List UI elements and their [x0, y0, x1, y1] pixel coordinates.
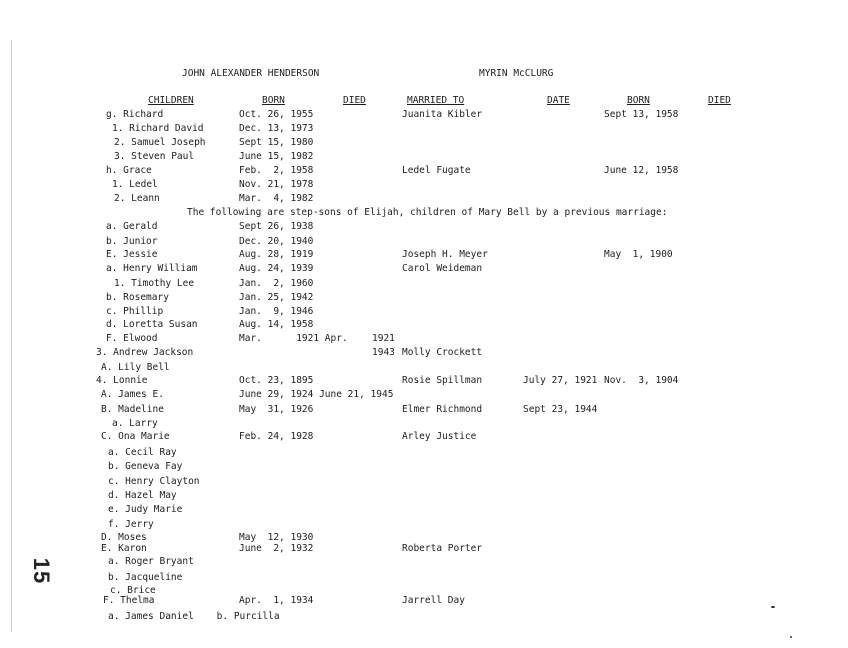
row-name: d. Loretta Susan [106, 319, 198, 330]
row-name: b. Rosemary [106, 292, 169, 303]
row-born: Mar. 1921 Apr. [239, 333, 348, 344]
row-born: June 15, 1982 [239, 151, 314, 162]
row-born: Nov. 21, 1978 [239, 179, 314, 190]
row-married-to: Ledel Fugate [402, 165, 471, 176]
row-name: 1. Ledel [112, 179, 158, 190]
row-born: June 29, 1924 June 21, 1945 [239, 389, 394, 400]
row-name: g. Richard [106, 109, 164, 120]
row-spouse-born: June 12, 1958 [604, 165, 679, 176]
scan-speck [790, 636, 792, 638]
row-name: B. Madeline [101, 404, 164, 415]
row-name: A. Lily Bell [101, 362, 170, 373]
row-married-to: Jarrell Day [402, 595, 465, 606]
scan-edge-line [11, 40, 12, 632]
row-born: June 2, 1932 [239, 543, 314, 554]
col-spouse-born: BORN [627, 95, 650, 106]
row-name: C. Ona Marie [101, 431, 170, 442]
row-name: a. Cecil Ray [108, 447, 177, 458]
row-name: c. Henry Clayton [108, 476, 200, 487]
row-born: Jan. 25, 1942 [239, 292, 314, 303]
row-born: Jan. 2, 1960 [239, 278, 314, 289]
row-born: Jan. 9, 1946 [239, 306, 314, 317]
row-married-to: Elmer Richmond [402, 404, 483, 415]
row-name: b. Jacqueline [108, 572, 183, 583]
row-name: b. Junior [106, 236, 158, 247]
col-spouse-died: DIED [708, 95, 731, 106]
row-name: f. Jerry [108, 519, 154, 530]
row-name: A. James E. [101, 389, 164, 400]
row-born: May 12, 1930 [239, 532, 314, 543]
step-sons-note: The following are step-sons of Elijah, children of Mary Bell by a previous marriage: [187, 207, 668, 218]
row-born: Oct. 23, 1895 [239, 375, 314, 386]
row-born: Aug. 14, 1958 [239, 319, 314, 330]
row-name: D. Moses [101, 532, 147, 543]
row-name: E. Jessie [106, 249, 158, 260]
scan-speck [771, 606, 775, 608]
col-children: CHILDREN [148, 95, 194, 106]
row-born: Feb. 24, 1928 [239, 431, 314, 442]
row-born: Apr. 1, 1934 [239, 595, 314, 606]
row-married-to: Juanita Kibler [402, 109, 483, 120]
row-name: 3. Steven Paul [114, 151, 195, 162]
margin-handwritten-number: 15 [29, 557, 55, 585]
row-name: 4. Lonnie [96, 375, 148, 386]
row-name: a. Gerald [106, 221, 158, 232]
row-marriage-date: Sept 23, 1944 [523, 404, 598, 415]
row-married-to: Arley Justice [402, 431, 477, 442]
row-name: e. Judy Marie [108, 504, 183, 515]
col-married-to: MARRIED TO [407, 95, 465, 106]
row-name: d. Hazel May [108, 490, 177, 501]
row-spouse-born: May 1, 1900 [604, 249, 673, 260]
row-born: Aug. 28, 1919 [239, 249, 314, 260]
father-name-heading: JOHN ALEXANDER HENDERSON [182, 68, 320, 79]
row-name: F. Elwood [106, 333, 158, 344]
row-born: Mar. 4, 1982 [239, 193, 314, 204]
row-born: Dec. 13, 1973 [239, 123, 314, 134]
row-born: Sept 15, 1980 [239, 137, 314, 148]
row-name: a. James Daniel b. Purcilla [108, 611, 280, 622]
row-name: c. Brice [110, 585, 156, 596]
row-born: Oct. 26, 1955 [239, 109, 314, 120]
row-married-to: Carol Weideman [402, 263, 483, 274]
col-date: DATE [547, 95, 570, 106]
row-spouse-born: Nov. 3, 1904 [604, 375, 679, 386]
row-name: a. Henry William [106, 263, 198, 274]
row-name: c. Phillip [106, 306, 164, 317]
col-born: BORN [262, 95, 285, 106]
row-born: Dec. 20, 1940 [239, 236, 314, 247]
row-married-to: Roberta Porter [402, 543, 483, 554]
row-died: 1921 [372, 333, 395, 344]
row-died: 1943 [372, 347, 395, 358]
row-married-to: Rosie Spillman [402, 375, 483, 386]
row-married-to: Joseph H. Meyer [402, 249, 488, 260]
row-born: Feb. 2, 1958 [239, 165, 314, 176]
row-name: a. Roger Bryant [108, 556, 194, 567]
row-born: May 31, 1926 [239, 404, 314, 415]
row-name: 2. Samuel Joseph [114, 137, 206, 148]
row-born: Sept 26, 1938 [239, 221, 314, 232]
row-marriage-date: July 27, 1921 [523, 375, 598, 386]
row-name: h. Grace [106, 165, 152, 176]
row-name: 3. Andrew Jackson [96, 347, 194, 358]
row-name: b. Geneva Fay [108, 461, 183, 472]
row-name: E. Karon [101, 543, 147, 554]
row-born: Aug. 24, 1939 [239, 263, 314, 274]
row-name: 1. Richard David [112, 123, 204, 134]
col-died: DIED [343, 95, 366, 106]
row-name: F. Thelma [103, 595, 155, 606]
row-spouse-born: Sept 13, 1958 [604, 109, 679, 120]
row-name: 1. Timothy Lee [114, 278, 195, 289]
row-name: 2. Leann [114, 193, 160, 204]
row-married-to: Molly Crockett [402, 347, 483, 358]
row-name: a. Larry [112, 418, 158, 429]
mother-name-heading: MYRIN McCLURG [479, 68, 554, 79]
